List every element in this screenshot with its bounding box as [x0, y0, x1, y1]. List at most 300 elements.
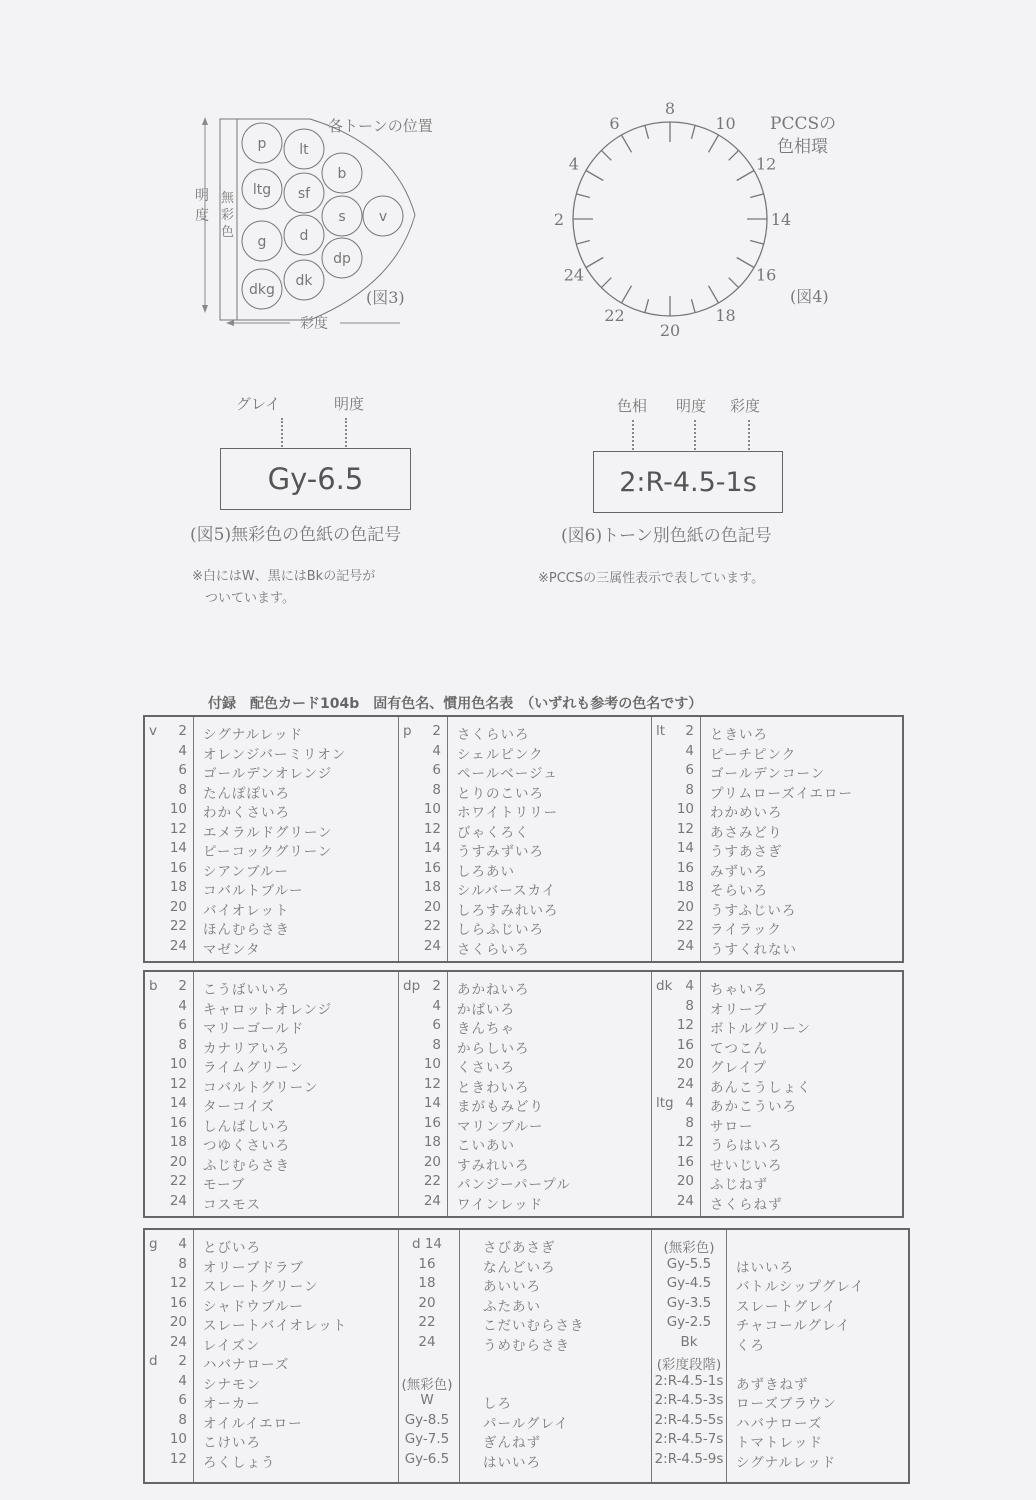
table-row	[145, 1295, 398, 1315]
table-row	[399, 1017, 652, 1037]
tone-code: d	[149, 1353, 158, 1369]
color-name: きんちゃ	[457, 1021, 515, 1037]
table-row	[399, 918, 652, 938]
table-row	[399, 1412, 652, 1432]
hue-number: 6	[432, 1017, 441, 1033]
hue-number: 20	[676, 1056, 694, 1072]
color-name: ちゃいろ	[710, 982, 768, 998]
hue-label: 12	[755, 154, 777, 174]
hue-number: 8	[178, 1036, 187, 1053]
hue-number: 8	[685, 781, 694, 798]
table-row	[145, 1095, 398, 1115]
fig6-leader-1	[632, 420, 634, 450]
hue-circle-title-2: 色相環	[777, 137, 828, 157]
hue-circle-diagram	[545, 102, 865, 342]
color-name: あかねいろ	[457, 982, 530, 998]
color-name: ときいろ	[710, 727, 768, 743]
color-code: Gy-3.5	[666, 1294, 712, 1311]
color-name: オリーブドラブ	[203, 1259, 304, 1276]
color-name: こいあい	[457, 1138, 515, 1154]
color-name: ボトルグリーン	[710, 1021, 811, 1037]
tone-circle-label: dkg	[249, 282, 275, 298]
table-row	[145, 938, 398, 958]
tone-circle-label: dk	[295, 273, 313, 289]
color-name: さくらいろ	[457, 941, 530, 958]
color-code: 20	[418, 1294, 436, 1311]
hue-number: 22	[423, 918, 441, 934]
color-name: とびいろ	[203, 1240, 261, 1256]
color-name: ぎんねず	[483, 1435, 541, 1451]
table-column	[145, 1230, 398, 1482]
table-row	[399, 1154, 652, 1174]
color-name: コバルトグリーン	[203, 1079, 319, 1096]
color-name: うめむらさき	[483, 1337, 570, 1354]
table-row	[399, 1373, 652, 1393]
fig5-leader-2	[345, 418, 347, 450]
color-name: ゴールデンオレンジ	[203, 766, 333, 782]
hue-number: 24	[676, 1192, 694, 1209]
svg-text:彩: 彩	[221, 208, 235, 223]
color-name: すみれいろ	[457, 1157, 530, 1174]
table-column	[398, 717, 652, 961]
table-row	[399, 1115, 652, 1135]
hue-number: 2	[432, 978, 441, 994]
table-row	[145, 1193, 398, 1213]
fig4-caption: (図4)	[790, 287, 829, 306]
color-name: ほんむらさき	[203, 922, 290, 938]
hue-tick	[729, 278, 739, 288]
color-name: こけいろ	[203, 1435, 261, 1451]
color-code: Bk	[680, 1333, 698, 1350]
hue-number: 4	[432, 997, 441, 1014]
hue-number: 6	[432, 762, 441, 778]
table-row	[652, 1173, 903, 1193]
color-name: レイズン	[203, 1337, 261, 1354]
table-row	[652, 782, 903, 802]
hue-number: 4	[685, 1095, 694, 1111]
color-name: こうばいいろ	[203, 982, 290, 998]
fig6-code: 2:R-4.5-1s	[619, 466, 757, 498]
table-row	[145, 998, 398, 1018]
hue-tick	[691, 125, 695, 139]
table-row	[145, 1154, 398, 1174]
table-row	[145, 1017, 398, 1037]
color-code: 2:R-4.5-1s	[654, 1372, 724, 1389]
fig6-note: ※PCCSの三属性表示で表しています。	[538, 571, 765, 586]
table-row	[652, 723, 903, 743]
hue-number: 8	[432, 1036, 441, 1053]
color-code: 2:R-4.5-3s	[654, 1392, 724, 1408]
tone-circle-label: dp	[333, 251, 351, 267]
hue-number: 4	[432, 742, 441, 759]
hue-tick	[586, 258, 603, 268]
table-row	[145, 1334, 398, 1354]
lightness-label-1: 明	[195, 188, 209, 204]
svg-text:無: 無	[221, 191, 235, 206]
color-code: 2:R-4.5-7s	[654, 1431, 724, 1447]
hue-number: 14	[169, 840, 187, 856]
hue-number: 4	[178, 1372, 187, 1389]
hue-label: 10	[715, 113, 736, 133]
color-name: プリムローズイエロー	[710, 785, 853, 802]
color-name: しろあい	[457, 863, 515, 880]
table-row	[145, 1037, 398, 1057]
color-name: オレンジバーミリオン	[203, 746, 347, 763]
hue-number: 18	[676, 879, 694, 895]
color-name: ライムグリーン	[203, 1060, 304, 1076]
color-name: びゃくろく	[457, 824, 530, 841]
fig5-leader-1	[281, 418, 283, 450]
hue-tick	[622, 286, 632, 303]
color-code: Gy-6.5	[404, 1450, 450, 1467]
hue-number: 20	[423, 1153, 441, 1170]
hue-tick	[737, 171, 754, 181]
hue-tick	[729, 150, 739, 160]
hue-number: 16	[423, 1114, 441, 1131]
color-name: ハバナローズ	[736, 1415, 823, 1432]
fig6-label-chroma: 彩度	[730, 397, 761, 415]
table-row	[399, 879, 652, 899]
table-row	[145, 801, 398, 821]
table-row	[652, 1154, 903, 1174]
hue-number: 8	[178, 781, 187, 798]
table-row	[652, 860, 903, 880]
color-name: ホワイトリリー	[457, 805, 559, 821]
color-name: こだいむらさき	[483, 1318, 585, 1334]
color-name: スレートグレイ	[736, 1298, 837, 1315]
table-row	[399, 801, 652, 821]
color-name: シグナルレッド	[736, 1454, 837, 1471]
hue-number: 20	[676, 1173, 694, 1189]
table-row	[145, 918, 398, 938]
hue-label: 2	[553, 210, 565, 229]
color-name: ターコイズ	[203, 1099, 275, 1115]
hue-number: 14	[169, 1095, 187, 1111]
hue-number: 2	[432, 723, 441, 739]
table-row	[145, 821, 398, 841]
color-name: わかめいろ	[710, 805, 783, 821]
table-row	[145, 743, 398, 763]
table-row	[652, 1431, 909, 1451]
color-name: シアンブルー	[203, 863, 289, 880]
tone-circle-label: v	[378, 209, 388, 225]
color-name: パールグレイ	[483, 1415, 569, 1432]
table-row	[652, 1314, 909, 1334]
table-row	[145, 1431, 398, 1451]
hue-tick	[645, 299, 649, 313]
hue-number: 16	[169, 1294, 187, 1311]
color-name: うすみずいろ	[457, 844, 544, 860]
color-code: Gy-2.5	[666, 1314, 712, 1330]
table-row	[399, 840, 652, 860]
color-code: Gy-8.5	[404, 1411, 450, 1428]
table-row	[652, 978, 903, 998]
hue-number: 24	[676, 937, 694, 954]
hue-label: 20	[659, 321, 681, 340]
hue-number: 14	[423, 1095, 441, 1111]
color-name: ライラック	[710, 922, 782, 938]
table-row	[399, 782, 652, 802]
color-name: あんこうしょく	[710, 1079, 812, 1096]
table-row	[652, 1236, 909, 1256]
hue-number: 12	[423, 820, 441, 837]
color-name: シェルピンク	[457, 746, 544, 763]
color-name: マゼンタ	[203, 941, 261, 958]
table-row	[652, 840, 903, 860]
svg-text:色: 色	[221, 225, 235, 240]
table-row	[145, 1353, 398, 1373]
hue-label: 4	[568, 154, 579, 174]
hue-number: 12	[169, 1275, 187, 1291]
table-row	[652, 1275, 909, 1295]
table-column	[398, 972, 652, 1216]
table-row	[145, 1412, 398, 1432]
color-name: トマトレッド	[736, 1435, 823, 1451]
tone-code: lt	[656, 723, 666, 739]
table-column	[398, 1230, 652, 1482]
hue-number: 12	[676, 1134, 694, 1150]
table-row	[399, 1451, 652, 1471]
fig6-leader-2	[694, 420, 696, 450]
table-row	[399, 1392, 652, 1412]
color-code: 24	[418, 1333, 436, 1350]
hue-number: 20	[169, 1314, 187, 1330]
tone-code: ltg	[656, 1095, 674, 1111]
table-row	[145, 1451, 398, 1471]
color-name: わかくさいろ	[203, 805, 290, 821]
hue-number: 8	[685, 1114, 694, 1131]
hue-number: 12	[169, 1450, 187, 1467]
color-name: バトルシップグレイ	[736, 1279, 865, 1295]
table-row	[399, 1037, 652, 1057]
hue-number: 16	[169, 1114, 187, 1131]
hue-number: 18	[169, 879, 187, 895]
hue-label: 6	[609, 113, 620, 133]
table-block	[143, 1228, 910, 1484]
color-name: ふじむらさき	[203, 1157, 290, 1174]
hue-number: 6	[178, 1017, 187, 1033]
tone-diagram	[190, 105, 490, 340]
table-row	[652, 1295, 909, 1315]
table-row	[399, 978, 652, 998]
color-name: オリーブ	[710, 1001, 768, 1018]
color-name: あずきねず	[736, 1376, 809, 1393]
fig5-caption: (図5)無彩色の色紙の色記号	[190, 525, 402, 545]
hue-tick	[750, 240, 764, 244]
color-name: しろ	[483, 1396, 512, 1412]
hue-number: 14	[676, 840, 694, 856]
color-name: オイルイエロー	[203, 1415, 303, 1432]
color-name: シャドウブルー	[203, 1298, 304, 1315]
svg-text:度: 度	[195, 208, 209, 224]
hue-number: 6	[685, 762, 694, 778]
hue-number: 8	[432, 781, 441, 798]
color-name: キャロットオレンジ	[203, 1001, 333, 1018]
table-row	[399, 860, 652, 880]
hue-number: 10	[169, 1431, 187, 1447]
table-row	[399, 1236, 652, 1256]
hue-number: 18	[423, 1134, 441, 1150]
hue-number: 2	[178, 978, 187, 994]
hue-number: 8	[178, 1411, 187, 1428]
hue-number: 20	[169, 1153, 187, 1170]
tone-code: p	[403, 723, 412, 739]
hue-tick	[691, 299, 695, 313]
tone-code: g	[149, 1236, 158, 1252]
color-code: 2:R-4.5-5s	[654, 1411, 724, 1428]
table-row	[145, 762, 398, 782]
fig5-code: Gy-6.5	[267, 462, 364, 496]
hue-number: 12	[169, 1075, 187, 1092]
table-row	[652, 879, 903, 899]
color-name: チャコールグレイ	[736, 1318, 851, 1334]
table-row	[399, 1295, 652, 1315]
table-row	[399, 1056, 652, 1076]
hue-number: 10	[423, 801, 441, 817]
table-row	[145, 1134, 398, 1154]
tone-code: v	[149, 723, 157, 739]
table-row	[145, 723, 398, 743]
hue-number: 8	[685, 997, 694, 1014]
table-row	[652, 1334, 909, 1354]
table-row	[399, 1314, 652, 1334]
hue-number: 16	[423, 859, 441, 876]
color-name: たんぽぽいろ	[203, 785, 290, 802]
hue-tick	[709, 286, 719, 303]
color-name: からしいろ	[457, 1040, 530, 1057]
tone-circle-label: s	[338, 209, 346, 225]
table-row	[399, 899, 652, 919]
hue-tick	[601, 278, 611, 288]
hue-tick	[576, 240, 590, 244]
hue-number: 4	[178, 1236, 187, 1252]
table-row	[652, 762, 903, 782]
hue-tick	[645, 125, 649, 139]
hue-number: 10	[169, 1056, 187, 1072]
table-row	[652, 1373, 909, 1393]
hue-number: 2	[178, 723, 187, 739]
color-name: しらふじいろ	[457, 922, 544, 938]
tone-circle-label: ltg	[252, 182, 272, 198]
table-row	[145, 1115, 398, 1135]
hue-number: 24	[169, 1192, 187, 1209]
table-row	[145, 1256, 398, 1276]
table-row	[145, 1392, 398, 1412]
color-name: かばいろ	[457, 1001, 515, 1018]
hue-number: 10	[423, 1056, 441, 1072]
hue-number: 22	[169, 918, 187, 934]
table-block	[143, 970, 904, 1218]
color-name: さくらいろ	[457, 727, 530, 743]
table-row	[652, 1451, 909, 1471]
hue-tick	[576, 194, 590, 198]
tone-diagram-title: 各トーンの位置	[328, 117, 433, 135]
hue-number: 18	[423, 879, 441, 895]
table-row	[652, 1115, 903, 1135]
hue-label: 22	[604, 306, 625, 326]
color-name: グレイプ	[710, 1060, 767, 1076]
hue-number: 12	[676, 1017, 694, 1033]
color-code: (無彩色)	[663, 1240, 715, 1256]
color-code: 18	[418, 1275, 436, 1291]
color-code: 2:R-4.5-9s	[654, 1450, 724, 1467]
table-row	[399, 1353, 652, 1373]
color-name: みずいろ	[710, 863, 768, 880]
color-name: スレートグリーン	[203, 1279, 319, 1295]
table-row	[652, 801, 903, 821]
color-name: さびあさぎ	[483, 1240, 556, 1256]
table-row	[399, 762, 652, 782]
table-row	[399, 1334, 652, 1354]
table-block	[143, 715, 904, 963]
tone-circle-label: g	[257, 234, 267, 250]
table-column	[145, 717, 398, 961]
color-code: Gy-4.5	[666, 1275, 712, 1291]
hue-label: 8	[664, 102, 676, 118]
hue-number: 14	[423, 840, 441, 856]
hue-number: 22	[169, 1173, 187, 1189]
hue-label: 18	[715, 306, 736, 326]
hue-number: 10	[676, 801, 694, 817]
fig6-code-box	[593, 451, 783, 513]
fig5-label-value: 明度	[334, 395, 365, 413]
hue-label: 14	[770, 210, 792, 229]
table-column	[651, 717, 903, 961]
table-row	[145, 1076, 398, 1096]
hue-number: 6	[178, 1392, 187, 1408]
color-name: しろすみれいろ	[457, 902, 559, 919]
fig5-label-gray: グレイ	[236, 395, 281, 413]
color-name: さくらねず	[710, 1196, 783, 1213]
table-row	[145, 1173, 398, 1193]
fig6-label-hue: 色相	[617, 397, 648, 415]
color-name: シナモン	[203, 1376, 261, 1393]
hue-circle-title-1: PCCSの	[770, 114, 837, 134]
color-name: ローズブラウン	[736, 1396, 837, 1412]
color-name: はいいろ	[483, 1454, 541, 1471]
table-row	[652, 1392, 909, 1412]
hue-tick	[750, 194, 764, 198]
table-row	[399, 1256, 652, 1276]
hue-number: 24	[423, 937, 441, 954]
color-code: (彩度段階)	[656, 1357, 722, 1373]
hue-number: 6	[178, 762, 187, 778]
fig6-label-value: 明度	[676, 397, 707, 415]
color-name: あかこういろ	[710, 1099, 797, 1115]
table-row	[145, 1373, 398, 1393]
table-row	[652, 938, 903, 958]
color-code: 16	[418, 1255, 436, 1272]
color-name: サロー	[710, 1118, 754, 1135]
hue-tick	[737, 258, 754, 268]
hue-number: 4	[685, 978, 694, 994]
color-name: マリンブルー	[457, 1118, 544, 1135]
table-column	[651, 1230, 909, 1482]
hue-number: 24	[169, 1333, 187, 1350]
color-name: マリーゴールド	[203, 1021, 305, 1037]
table-row	[652, 1256, 909, 1276]
table-row	[145, 978, 398, 998]
table-row	[652, 821, 903, 841]
color-name: ピーコックグリーン	[203, 844, 333, 860]
table-row	[145, 1056, 398, 1076]
color-name: てつこん	[710, 1040, 768, 1057]
table-column	[651, 972, 903, 1216]
hue-number: 8	[178, 1255, 187, 1272]
color-name: くろ	[736, 1337, 765, 1354]
fig5-note: ※白にはW、黒にはBkの記号が ついています。	[192, 569, 376, 606]
table-row	[652, 1134, 903, 1154]
